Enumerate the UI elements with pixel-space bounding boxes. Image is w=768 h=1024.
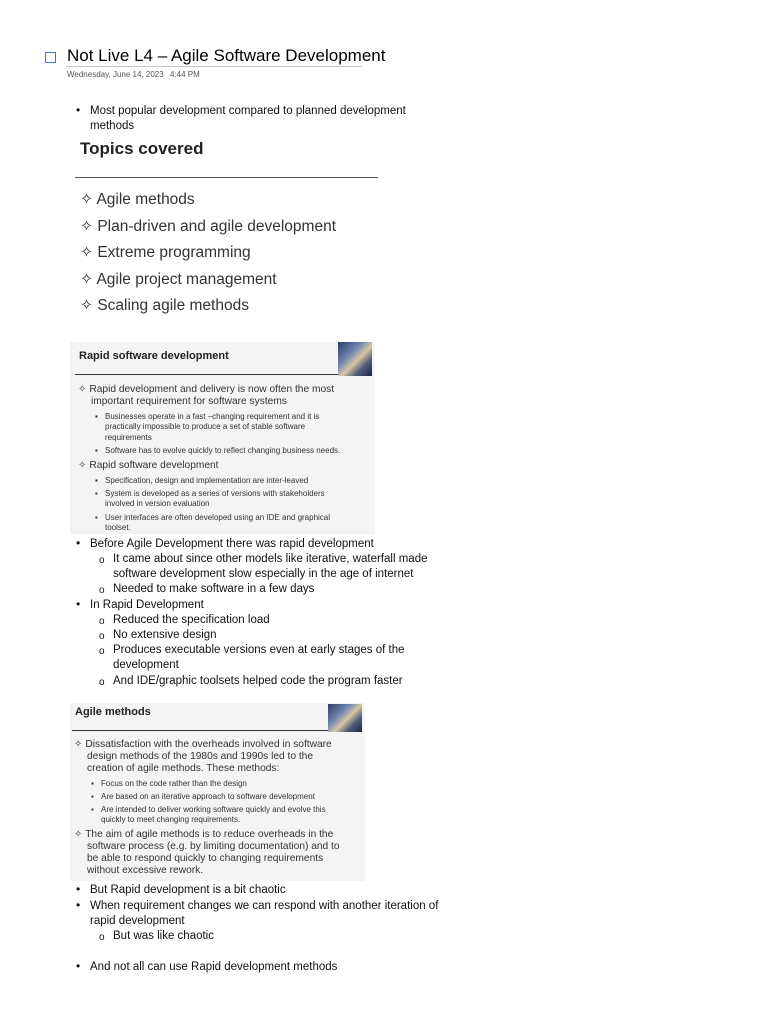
sub-bullet-glyph: o [99, 555, 105, 566]
note-checkbox[interactable] [45, 52, 56, 63]
bullet-glyph: • [76, 103, 81, 117]
title-divider [66, 66, 362, 67]
slide3-line: creation of agile methods. These methods: [87, 763, 280, 774]
slide2-line: toolset. [105, 523, 131, 532]
page-time: 4:44 PM [170, 70, 200, 79]
note-line: But Rapid development is a bit chaotic [90, 884, 286, 896]
note-line: Produces executable versions even at early stages of the [113, 644, 405, 656]
diamond-icon: ✧ [80, 297, 93, 314]
slide3-line: design methods of the 1980s and 1990s led to the [87, 751, 313, 762]
sub-bullet-glyph: o [99, 646, 105, 657]
diamond-icon: ✧ [80, 271, 93, 288]
intro-line-1: Most popular development compared to planned development [90, 105, 406, 117]
slide3-line: Are based on an iterative approach to software development [101, 792, 315, 801]
slide2-line: Software has to evolve quickly to reflect changing business needs. [105, 446, 341, 455]
note-line: But was like chaotic [113, 930, 214, 942]
square-bullet-icon: ▪ [95, 446, 98, 455]
slide3-line: without excessive rework. [87, 865, 204, 876]
slide1-title: Topics covered [80, 139, 204, 158]
slide3-line: The aim of agile methods is to reduce overheads in the [85, 829, 334, 840]
slide3-line: be able to respond quickly to changing requirements [87, 853, 324, 864]
bullet-glyph: • [76, 536, 81, 550]
slide2-line: important requirement for software systems [91, 396, 287, 407]
slide2-line: Specification, design and implementation are inter-leaved [105, 476, 309, 485]
diamond-icon: ✧ [74, 829, 83, 840]
note-line: software development slow especially in the age of internet [113, 568, 414, 580]
note-line: rapid development [90, 915, 185, 927]
note-line: And IDE/graphic toolsets helped code the program faster [113, 675, 403, 687]
slide2-line: involved in version evaluation [105, 499, 210, 508]
diamond-icon: ✧ [80, 218, 93, 235]
slide3-divider [72, 730, 330, 731]
page-title: Not Live L4 – Agile Software Development [67, 46, 386, 65]
note-line: Reduced the specification load [113, 614, 270, 626]
sub-bullet-glyph: o [99, 677, 105, 688]
bullet-glyph: • [76, 898, 81, 912]
bullet-glyph: • [76, 959, 81, 973]
bullet-glyph: • [76, 882, 81, 896]
square-bullet-icon: ▪ [91, 805, 94, 814]
slide-photo-image [338, 342, 372, 376]
slide2-line: requirements [105, 433, 152, 442]
square-bullet-icon: ▪ [95, 489, 98, 498]
square-bullet-icon: ▪ [95, 476, 98, 485]
sub-bullet-glyph: o [99, 631, 105, 642]
sub-bullet-glyph: o [99, 616, 105, 627]
slide2-line: Rapid development and delivery is now often the most [89, 384, 335, 395]
diamond-icon: ✧ [78, 384, 87, 395]
slide1-item: ✧ Plan-driven and agile development [80, 218, 336, 235]
slide2-line: Rapid software development [89, 460, 219, 471]
diamond-icon: ✧ [74, 739, 83, 750]
intro-line-2: methods [90, 120, 135, 132]
slide1-item: ✧ Scaling agile methods [80, 297, 249, 314]
slide1-item: ✧ Agile project management [80, 271, 277, 288]
slide1-divider [75, 177, 378, 178]
slide-agile-methods [70, 703, 365, 881]
note-line: It came about since other models like iterative, waterfall made [113, 553, 428, 565]
slide2-title: Rapid software development [79, 350, 229, 362]
diamond-icon: ✧ [80, 244, 93, 261]
diamond-icon: ✧ [78, 460, 87, 471]
slide2-line: System is developed as a series of versions with stakeholders [105, 489, 325, 498]
slide3-line: Focus on the code rather than the design [101, 779, 247, 788]
note-line: Before Agile Development there was rapid development [90, 538, 374, 550]
slide2-line: practically impossible to produce a set of stable software [105, 422, 306, 431]
note-line: development [113, 659, 179, 671]
note-line: Needed to make software in a few days [113, 583, 315, 595]
slide3-line: Dissatisfaction with the overheads involved in software [85, 739, 332, 750]
slide1-item: ✧ Extreme programming [80, 244, 251, 261]
page-date: Wednesday, June 14, 2023 [67, 70, 164, 79]
slide3-title: Agile methods [75, 706, 151, 718]
slide-rapid-software-development [70, 342, 375, 534]
square-bullet-icon: ▪ [91, 779, 94, 788]
sub-bullet-glyph: o [99, 932, 105, 943]
square-bullet-icon: ▪ [95, 513, 98, 522]
note-line: And not all can use Rapid development methods [90, 961, 338, 973]
slide3-line: Are intended to deliver working software quickly and evolve this [101, 805, 326, 814]
note-line: In Rapid Development [90, 599, 204, 611]
square-bullet-icon: ▪ [95, 412, 98, 421]
slide3-line: quickly to meet changing requirements. [101, 815, 241, 824]
square-bullet-icon: ▪ [91, 792, 94, 801]
slide1-item: ✧ Agile methods [80, 191, 195, 208]
slide2-line: Businesses operate in a fast –changing requirement and it is [105, 412, 320, 421]
slide3-line: software process (e.g. by limiting documentation) and to [87, 841, 340, 852]
slide2-divider [75, 374, 340, 375]
note-line: No extensive design [113, 629, 217, 641]
slide2-line: User interfaces are often developed using an IDE and graphical [105, 513, 331, 522]
sub-bullet-glyph: o [99, 585, 105, 596]
diamond-icon: ✧ [80, 191, 93, 208]
bullet-glyph: • [76, 597, 81, 611]
slide-photo-image [328, 704, 362, 732]
note-line: When requirement changes we can respond with another iteration of [90, 900, 439, 912]
